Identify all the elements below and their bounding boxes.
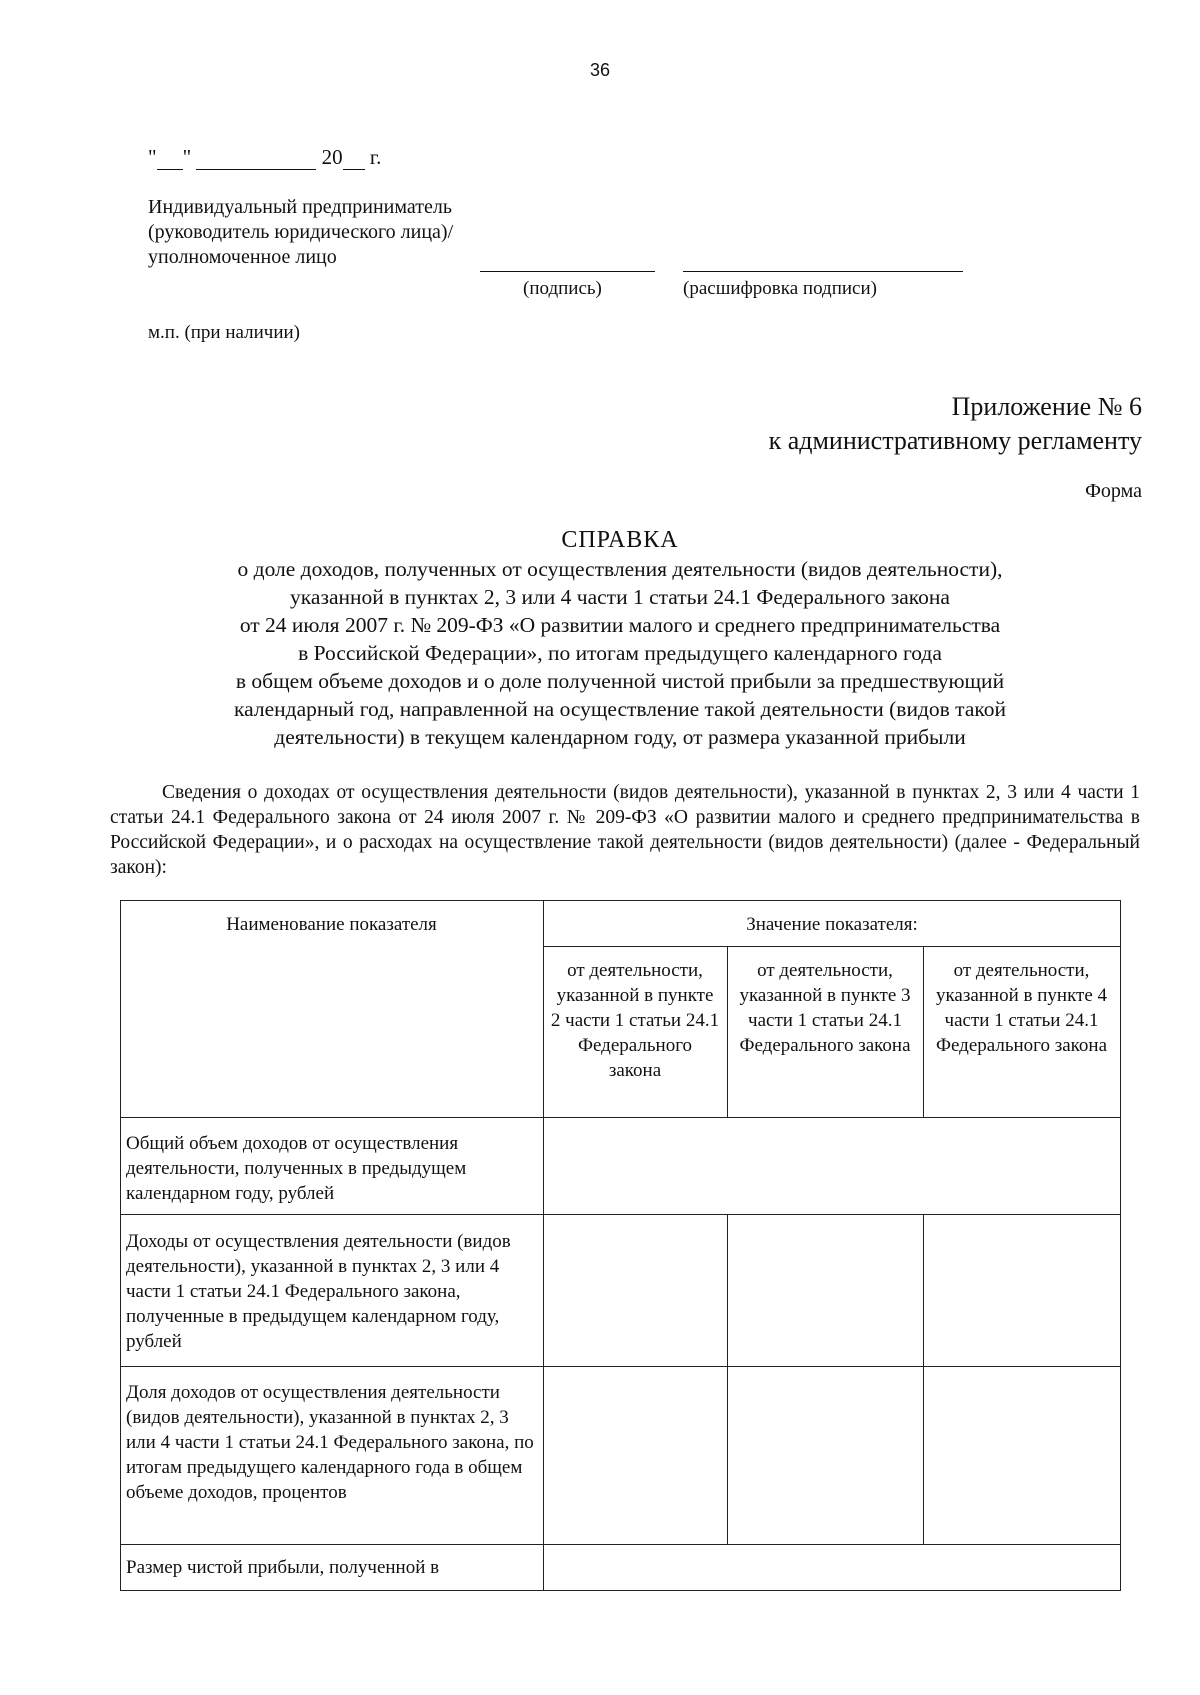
appendix-number: Приложение № 6 (951, 392, 1142, 421)
date-line (148, 145, 381, 170)
header-indicator-value: Значение показателя: (746, 914, 918, 935)
subtitle-line: календарный год, направленной на осуществление такой деятельности (видов такой (234, 697, 1006, 721)
signer-line: Индивидуальный предприниматель (148, 196, 452, 218)
table-border-bottom (120, 1590, 1121, 1591)
document-subtitle (140, 555, 1100, 751)
signer-line: уполномоченное лицо (148, 246, 337, 268)
page-number: 36 (589, 60, 611, 80)
date-quote-open: " (148, 145, 157, 169)
decoding-caption: (расшифровка подписи) (683, 278, 877, 299)
subtitle-line: в общем объеме доходов и о доле полученной чистой прибыли за предшествующий (235, 669, 1005, 693)
row-income-share: Доля доходов от осуществления деятельности (видов деятельности), указанной в пунктах 2, 3 или 4 части 1 статьи 24.1 Федерального закона, по итогам предыдущего календарного года в общем объеме доходов, процентов (126, 1382, 534, 1503)
table-column-divider (923, 1214, 924, 1545)
subtitle-line: в Российской Федерации», по итогам предыдущего календарного года (298, 641, 942, 665)
appendix-regulation: к административному регламенту (768, 426, 1142, 455)
subheader-item-3: от деятельности, указанной в пункте 3 части 1 статьи 24.1 Федерального закона (739, 960, 911, 1056)
date-quote-close: " (182, 145, 192, 169)
row-net-profit: Размер чистой прибыли, полученной в (126, 1557, 440, 1578)
header-indicator-name: Наименование показателя (226, 914, 437, 935)
signer-block (148, 195, 453, 270)
table-border-right (1120, 900, 1121, 1591)
table-border-left (120, 900, 121, 1591)
table-column-divider (543, 900, 544, 1591)
intro-paragraph: Сведения о доходах от осуществления деятельности (видов деятельности), указанной в пунктах 2, 3 или 4 части 1 статьи 24.1 Федерального закона от 24 июля 2007 г. № 209-ФЗ «О развитии малого и среднего предпринимательства в Российской Федерации», и о расходах на осуществление такой деятельности (видов деятельности) (далее - Федеральный закон): (110, 782, 1140, 878)
subtitle-line: деятельности) в текущем календарном году, от размера указанной прибыли (274, 725, 966, 749)
subtitle-line: о доле доходов, полученных от осуществления деятельности (видов деятельности), (237, 557, 1003, 581)
signature-caption: (подпись) (523, 278, 602, 299)
subtitle-line: указанной в пунктах 2, 3 или 4 части 1 статьи 24.1 Федерального закона (290, 585, 950, 609)
table-header-divider (543, 946, 1121, 947)
year-suffix: г. (369, 145, 382, 169)
year-prefix: 20 (321, 145, 343, 169)
signer-line: (руководитель юридического лица)/ (148, 221, 454, 243)
month-blank (196, 149, 316, 170)
table-row-divider (120, 1544, 1121, 1545)
table-border-top (120, 900, 1121, 901)
day-blank (157, 149, 183, 170)
table-column-divider (923, 946, 924, 1118)
subheader-item-2: от деятельности, указанной в пункте 2 части 1 статьи 24.1 Федерального закона (550, 960, 720, 1081)
table-column-divider (727, 1214, 728, 1545)
year-blank (343, 149, 365, 170)
row-activity-income: Доходы от осуществления деятельности (видов деятельности), указанной в пунктах 2, 3 или 4 части 1 статьи 24.1 Федерального закона, полученные в предыдущем календарном году, рублей (126, 1231, 511, 1352)
decoding-line (683, 271, 963, 272)
subheader-item-4: от деятельности, указанной в пункте 4 части 1 статьи 24.1 Федерального закона (935, 960, 1108, 1056)
signature-line (480, 271, 655, 272)
subtitle-line: от 24 июля 2007 г. № 209-ФЗ «О развитии малого и среднего предпринимательства (239, 613, 1001, 637)
table-row-divider (120, 1366, 1121, 1367)
table-row-divider (120, 1117, 1121, 1118)
table-row-divider (120, 1214, 1121, 1215)
appendix-heading (769, 390, 1142, 458)
form-label: Форма (1085, 480, 1142, 502)
document-title: СПРАВКА (561, 527, 679, 553)
stamp-label: м.п. (при наличии) (148, 322, 300, 343)
table-column-divider (727, 946, 728, 1118)
row-total-income: Общий объем доходов от осуществления деятельности, полученных в предыдущем календарном году, рублей (126, 1133, 467, 1204)
